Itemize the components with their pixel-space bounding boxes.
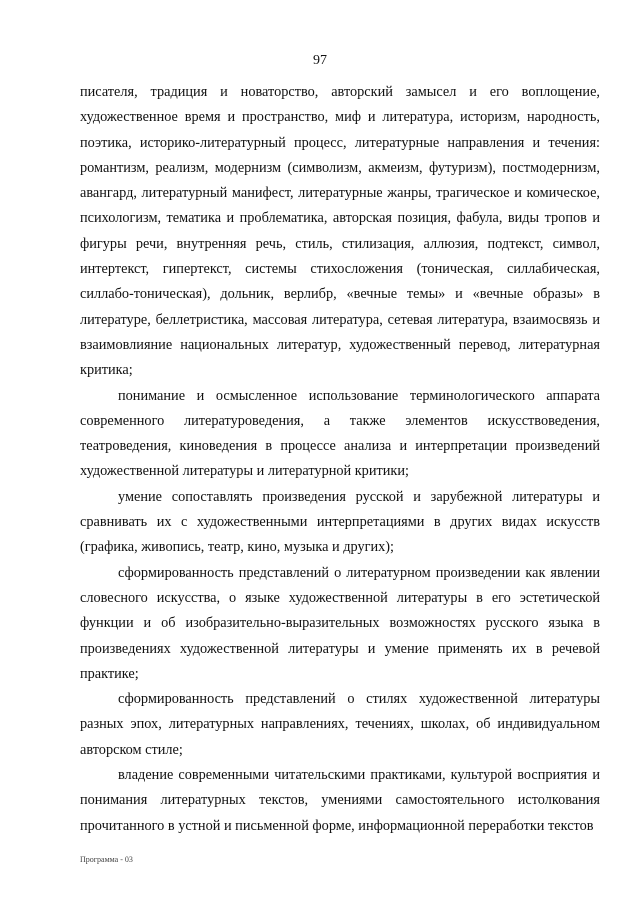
- paragraph-continuation: писателя, традиция и новаторство, авторский замысел и его воплощение, художественное время и пространство, миф и литература, историзм, народность, поэтика, историко-литературный процесс, литературные направления и течения: романтизм, реализм, модернизм (символизм, акмеизм, футуризм), постмодернизм, авангард, литературный манифест, литературные жанры, трагическое и комическое, психологизм, тематика и проблематика, авторская позиция, фабула, виды тропов и фигуры речи, внутренняя речь, стиль, стилизация, аллюзия, подтекст, символ, интертекст, гипертекст, системы стихосложения (тоническая, силлабическая, силлабо-тоническая), дольник, верлибр, «вечные темы» и «вечные образы» в литературе, беллетристика, массовая литература, сетевая литература, взаимосвязь и взаимовлияние национальных литератур, художественный перевод, литературная критика;: [80, 84, 600, 379]
- body-text: [80, 80, 600, 839]
- paragraph-styles: сформированность представлений о стилях художественной литературы разных эпох, литературных направлениях, течениях, школах, об индивидуальном авторском стиле;: [80, 691, 600, 758]
- page-number: 97: [313, 53, 327, 68]
- paragraph-reading-practices: владение современными читательскими практиками, культурой восприятия и понимания литературных текстов, умениями самостоятельного истолкования прочитанного в устной и письменной форме, информационной переработки текстов: [80, 767, 600, 834]
- paragraph-terminology: понимание и осмысленное использование терминологического аппарата современного литературоведения, а также элементов искусствоведения, театроведения, киноведения в процессе анализа и интерпретации произведений художественной литературы и литературной критики;: [80, 387, 600, 480]
- paragraph-comparison: умение сопоставлять произведения русской и зарубежной литературы и сравнивать их с художественными интерпретациями в других видах искусств (графика, живопись, театр, кино, музыка и других);: [80, 488, 600, 556]
- paragraph-literary-work: сформированность представлений о литературном произведении как явлении словесного искусства, о языке художественной литературы в его эстетической функции и об изобразительно-выразительных возможностях русского языка в произведениях художественной литературы и умение применять их в речевой практике;: [80, 564, 600, 682]
- footer-program-label: Программа - 03: [80, 855, 133, 864]
